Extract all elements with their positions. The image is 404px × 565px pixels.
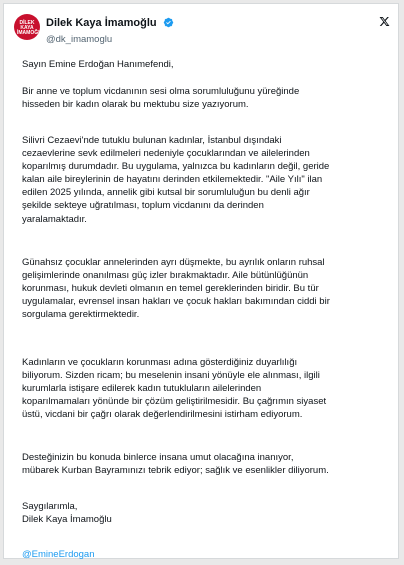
author-block	[46, 15, 174, 46]
tweet-paragraph: Silivri Cezaevi'nde tutuklu bulunan kadınlar, İstanbul dışındaki cezaevlerine sevk edilmeleri nedeniyle çocuklarından ve ailelerinden koparılmış durumdadır. Bu uygulama, yalnızca bu kadınların değil, geride kalan aile bireylerinin de hayatını derinden etkilemektedir. "Aile Yılı" ilan edilen 2025 yılında, annelik gibi kutsal bir sorumluluğun bu denli ağır şekilde sekteye uğratılması, toplum vicdanını da derinden yaralamaktadır.	[22, 135, 330, 225]
mention-link[interactable]: @EmineErdogan	[22, 549, 95, 560]
tweet-paragraph: Günahsız çocuklar annelerinden ayrı düşmekte, bu ayrılık onların ruhsal gelişimlerinde onanılması güç izler bırakmaktadır. Aile bütünlüğünün korunması, hukuk devleti olmanın en temel gereklerinden biridir. Bu tür uygulamalar, evrensel insan hakları ve çocuk hakları bakımından ciddi bir sorgulama gerektirmektedir.	[22, 257, 330, 321]
avatar[interactable]	[14, 14, 45, 40]
display-name[interactable]: Dilek Kaya İmamoğlu	[46, 17, 157, 30]
verified-badge-icon	[163, 17, 174, 28]
tweet-header	[14, 14, 390, 44]
tweet-signature: Saygılarımla, Dilek Kaya İmamoğlu	[22, 501, 112, 526]
avatar-logo-text: DİLEK KAYA İMAMOĞLU	[17, 20, 45, 36]
handle[interactable]: @dk_imamoglu	[46, 34, 113, 45]
x-logo-icon[interactable]	[379, 16, 390, 27]
tweet-paragraph: Desteğinizin bu konuda binlerce insana umut olacağına inanıyor, mübarek Kurban Bayramınızı tebrik ediyor; sağlık ve esenlikler diliyorum.	[22, 452, 329, 477]
tweet-paragraph: Kadınların ve çocukların korunması adına gösterdiğiniz duyarlılığı biliyorum. Sizden ricam; bu meselenin insani yönüyle ele alınması, ilgili kurumlarla istişare edilerek kadın tutukluların ailelerinden koparılmamaları yönünde bir çözüm geliştirilmesidir. Bu çağrımın siyaset üstü, vicdani bir çağrı olarak değerlendirilmesini istirham ediyorum.	[22, 357, 327, 421]
tweet-card	[3, 3, 399, 559]
tweet-paragraph: Sayın Emine Erdoğan Hanımefendi,	[22, 59, 174, 70]
tweet-paragraph: Bir anne ve toplum vicdanının sesi olma sorumluluğunu yüreğinde hisseden bir kadın olarak bu mektubu size yazıyorum.	[22, 86, 300, 111]
